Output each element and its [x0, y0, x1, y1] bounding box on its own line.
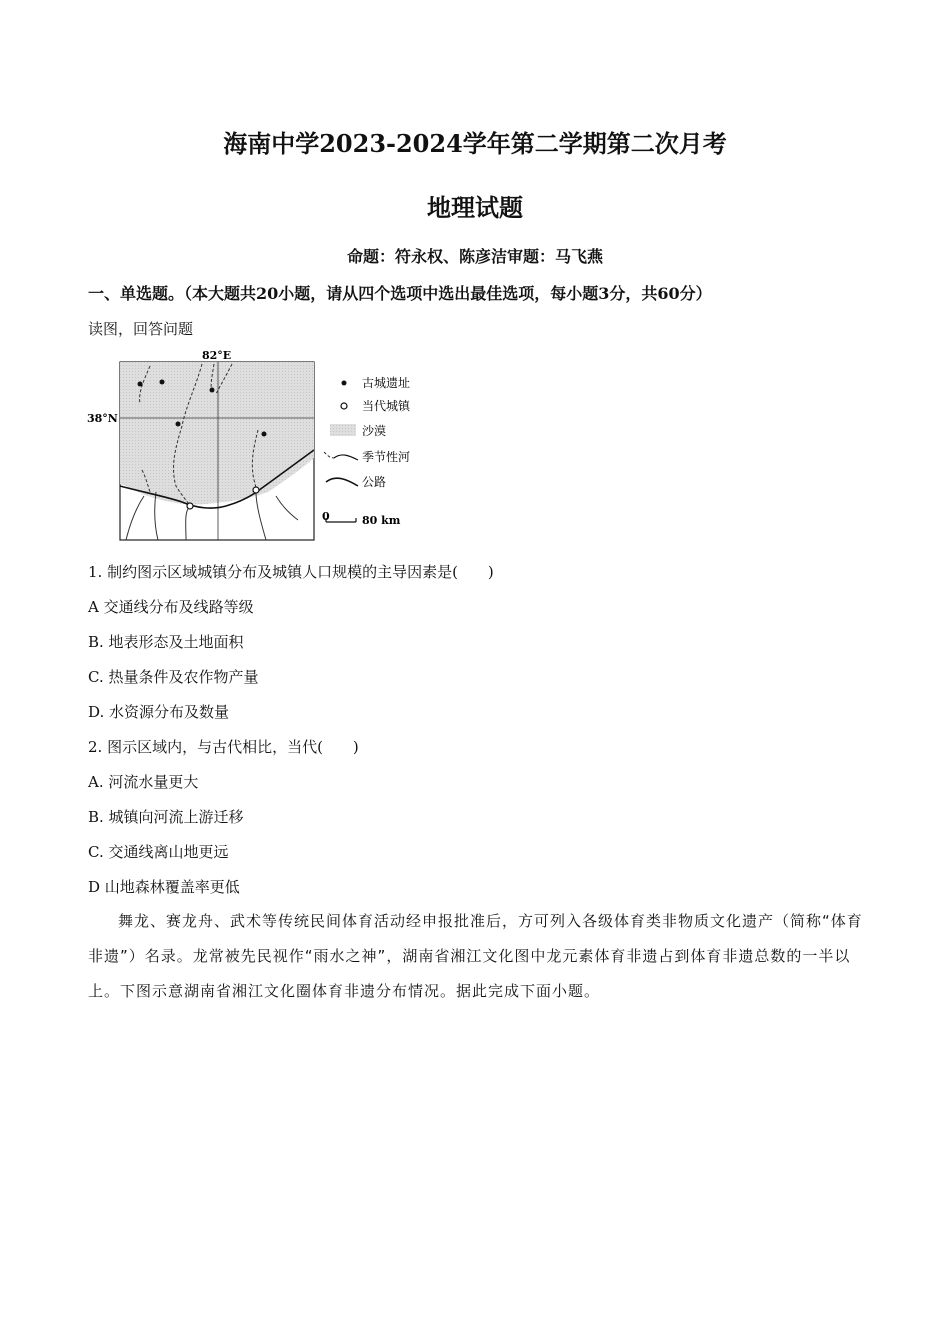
reading-passage: 舞龙、赛龙舟、武术等传统民间体育活动经申报批准后，方可列入各级体育类非物质文化遗产（简称“体育非遗”）名录。龙常被先民视作“雨水之神”，湖南省湘江文化图中龙元素体育非遗占到体育非遗总数的一半以上。下图示意湖南省湘江文化圈体育非遗分布情况。据此完成下面小题。: [88, 912, 863, 1000]
question-1-option-c: C. 热量条件及农作物产量: [88, 668, 259, 686]
legend-desert-symbol: [330, 424, 356, 436]
ancient-city-site: [176, 422, 181, 427]
question-2-option-d: D 山地森林覆盖率更低: [88, 878, 240, 896]
lon-label: 82°E: [202, 349, 232, 362]
legend-modern-label: 当代城镇: [362, 399, 411, 413]
legend-ancient-symbol: [342, 381, 347, 386]
legend-desert-label: 沙漠: [362, 424, 387, 438]
ancient-city-site: [262, 432, 267, 437]
question-1-stem: 1. 制约图示区域城镇分布及城镇人口规模的主导因素是( ): [88, 563, 494, 581]
exam-authors: 命题：符永权、陈彦洁审题：马飞燕: [346, 247, 603, 266]
scale-km: 80 km: [362, 514, 401, 527]
question-2-stem: 2. 图示区域内，与古代相比，当代( ): [88, 738, 359, 756]
modern-town: [187, 503, 193, 509]
question-1-option-a: A 交通线分布及线路等级: [88, 598, 254, 616]
question-2-option-c: C. 交通线离山地更远: [88, 843, 229, 861]
legend-ancient-label: 古城遗址: [362, 376, 411, 390]
question-2-option-b: B. 城镇向河流上游迁移: [88, 808, 244, 826]
scale-zero: 0: [322, 510, 330, 523]
question-1-option-b: B. 地表形态及土地面积: [88, 633, 244, 651]
legend-road-label: 公路: [362, 475, 387, 489]
legend-river-symbol: [324, 452, 334, 458]
exam-title: 海南中学2023-2024学年第二学期第二次月考: [223, 129, 727, 158]
lat-label: 38°N: [87, 412, 118, 425]
legend-river-symbol: [334, 455, 358, 460]
ancient-city-site: [210, 388, 215, 393]
exam-subtitle: 地理试题: [427, 193, 523, 222]
legend-road-symbol: [326, 478, 358, 486]
ancient-city-site: [138, 382, 143, 387]
legend-river-label: 季节性河: [362, 450, 411, 464]
modern-town: [253, 487, 259, 493]
section-intro: 读图，回答问题: [88, 320, 194, 338]
question-2-option-a: A. 河流水量更大: [88, 773, 199, 791]
legend-modern-symbol: [341, 403, 347, 409]
question-1-option-d: D. 水资源分布及数量: [88, 703, 230, 721]
section-heading: 一、单选题。（本大题共20小题，请从四个选项中选出最佳选项，每小题3分，共60分）: [88, 284, 712, 303]
desert-map-figure: [86, 346, 436, 546]
ancient-city-site: [160, 380, 165, 385]
